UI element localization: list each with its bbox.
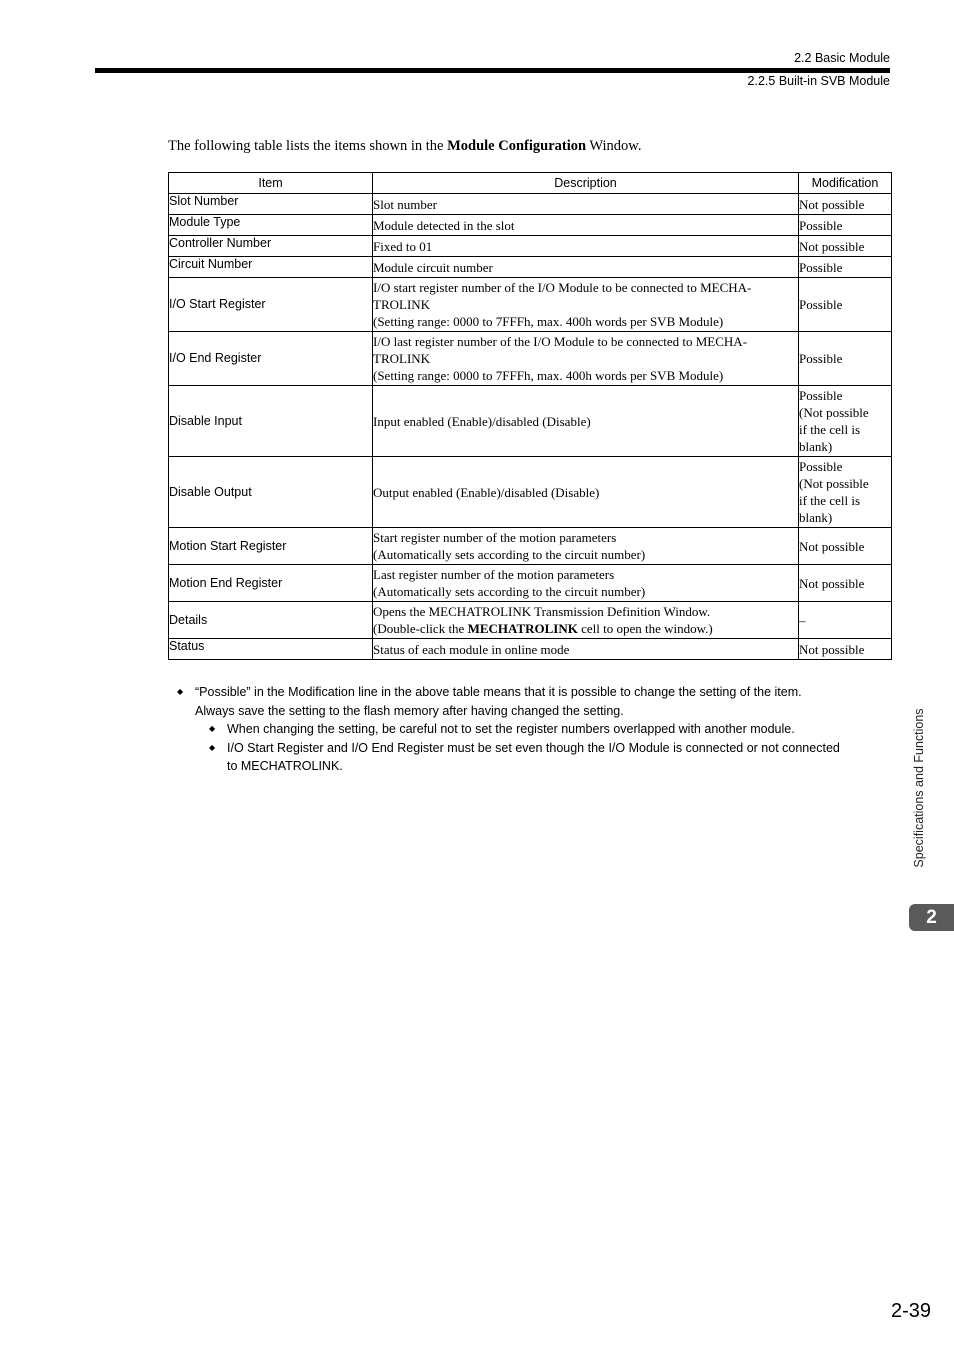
modification-line: blank) <box>799 510 833 525</box>
table-row <box>169 257 892 278</box>
row-description: Status of each module in online mode <box>373 639 799 660</box>
description-line: Opens the MECHATROLINK Transmission Definition Window. <box>373 604 711 619</box>
table-row <box>169 215 892 236</box>
intro-text-bold: Module Configuration <box>447 138 587 154</box>
diamond-bullet-icon: ◆ <box>209 724 216 733</box>
row-modification: Possible <box>799 278 892 332</box>
note-line: to MECHATROLINK. <box>227 759 343 773</box>
table-row <box>169 278 892 332</box>
row-item: Slot Number <box>169 194 373 215</box>
table-row <box>169 386 892 457</box>
diamond-bullet-icon: ◆ <box>177 687 184 696</box>
table-row <box>169 194 892 215</box>
description-line: TROLINK <box>373 351 431 366</box>
modification-line: (Not possible <box>799 405 869 420</box>
description-line: (Automatically sets according to the circuit number) <box>373 584 646 599</box>
row-description: Module detected in the slot <box>373 215 799 236</box>
header-modification: Modification <box>799 173 892 194</box>
row-item: I/O Start Register <box>169 278 373 332</box>
row-description: Output enabled (Enable)/disabled (Disable) <box>373 457 799 528</box>
sidebar-chapter-title: Specifications and Functions <box>912 708 926 868</box>
note-line: I/O Start Register and I/O End Register must be set even though the I/O Module is connected or not connected <box>227 740 840 755</box>
header-description: Description <box>373 173 799 194</box>
row-modification <box>799 457 892 528</box>
description-text: cell to open the window.) <box>577 621 713 636</box>
modification-line: Possible <box>799 388 843 403</box>
header-item: Item <box>169 173 373 194</box>
description-line: I/O last register number of the I/O Module to be connected to MECHA- <box>373 334 748 349</box>
table-row <box>169 602 892 639</box>
note-line: Always save the setting to the flash memory after having changed the setting. <box>195 703 624 718</box>
intro-paragraph <box>168 137 641 155</box>
row-item: Disable Input <box>169 386 373 457</box>
note-sub <box>208 720 892 739</box>
modification-line: (Not possible <box>799 476 869 491</box>
note-line: When changing the setting, be careful not to set the register numbers overlapped with another module. <box>227 722 795 736</box>
module-config-table <box>168 172 892 660</box>
notes-section <box>176 683 892 776</box>
table-row <box>169 639 892 660</box>
diamond-bullet-icon: ◆ <box>209 742 216 752</box>
row-item: Disable Output <box>169 457 373 528</box>
row-modification: Not possible <box>799 639 892 660</box>
page-number: 2-39 <box>890 1300 931 1322</box>
description-bold: MECHATROLINK <box>467 621 578 636</box>
row-modification: Possible <box>799 332 892 386</box>
row-modification: Not possible <box>799 528 892 565</box>
description-text: (Double-click the <box>373 621 468 636</box>
row-description <box>373 332 799 386</box>
row-description: Fixed to 01 <box>373 236 799 257</box>
intro-text-after: Window. <box>586 138 642 154</box>
table-row <box>169 332 892 386</box>
header-subsection: 2.2.5 Built-in SVB Module <box>747 74 890 88</box>
row-description <box>373 528 799 565</box>
row-item: I/O End Register <box>169 332 373 386</box>
row-item: Module Type <box>169 215 373 236</box>
modification-line: if the cell is <box>799 422 861 437</box>
description-line: (Setting range: 0000 to 7FFFh, max. 400h words per SVB Module) <box>373 314 724 329</box>
row-modification: – <box>799 602 892 639</box>
table-header-row <box>169 173 892 194</box>
header-section: 2.2 Basic Module <box>794 51 890 65</box>
row-item: Motion Start Register <box>169 528 373 565</box>
row-modification: Possible <box>799 215 892 236</box>
row-item: Details <box>169 602 373 639</box>
modification-line: Possible <box>799 459 843 474</box>
note-sub <box>208 739 892 776</box>
note-line: “Possible” in the Modification line in the above table means that it is possible to change the setting of the item. <box>195 685 802 699</box>
row-description <box>373 565 799 602</box>
note-main <box>176 683 892 720</box>
row-description: Input enabled (Enable)/disabled (Disable) <box>373 386 799 457</box>
row-modification: Not possible <box>799 565 892 602</box>
row-description <box>373 602 799 639</box>
chapter-tab: 2 <box>909 904 954 931</box>
description-line <box>373 620 798 637</box>
header-rule <box>95 68 890 73</box>
table-row <box>169 565 892 602</box>
description-line: Last register number of the motion parameters <box>373 567 615 582</box>
row-modification: Possible <box>799 257 892 278</box>
modification-line: if the cell is <box>799 493 861 508</box>
table-row <box>169 528 892 565</box>
row-description <box>373 278 799 332</box>
row-item: Controller Number <box>169 236 373 257</box>
table-row <box>169 457 892 528</box>
row-modification: Not possible <box>799 236 892 257</box>
description-line: I/O start register number of the I/O Module to be connected to MECHA- <box>373 280 752 295</box>
description-line: Start register number of the motion parameters <box>373 530 617 545</box>
description-line: (Setting range: 0000 to 7FFFh, max. 400h words per SVB Module) <box>373 368 724 383</box>
row-modification <box>799 386 892 457</box>
row-description: Module circuit number <box>373 257 799 278</box>
intro-text-before: The following table lists the items shown in the <box>168 138 448 154</box>
table-row <box>169 236 892 257</box>
row-item: Status <box>169 639 373 660</box>
row-modification: Not possible <box>799 194 892 215</box>
description-line: (Automatically sets according to the circuit number) <box>373 547 646 562</box>
row-item: Circuit Number <box>169 257 373 278</box>
modification-line: blank) <box>799 439 833 454</box>
row-description: Slot number <box>373 194 799 215</box>
description-line: TROLINK <box>373 297 431 312</box>
row-item: Motion End Register <box>169 565 373 602</box>
